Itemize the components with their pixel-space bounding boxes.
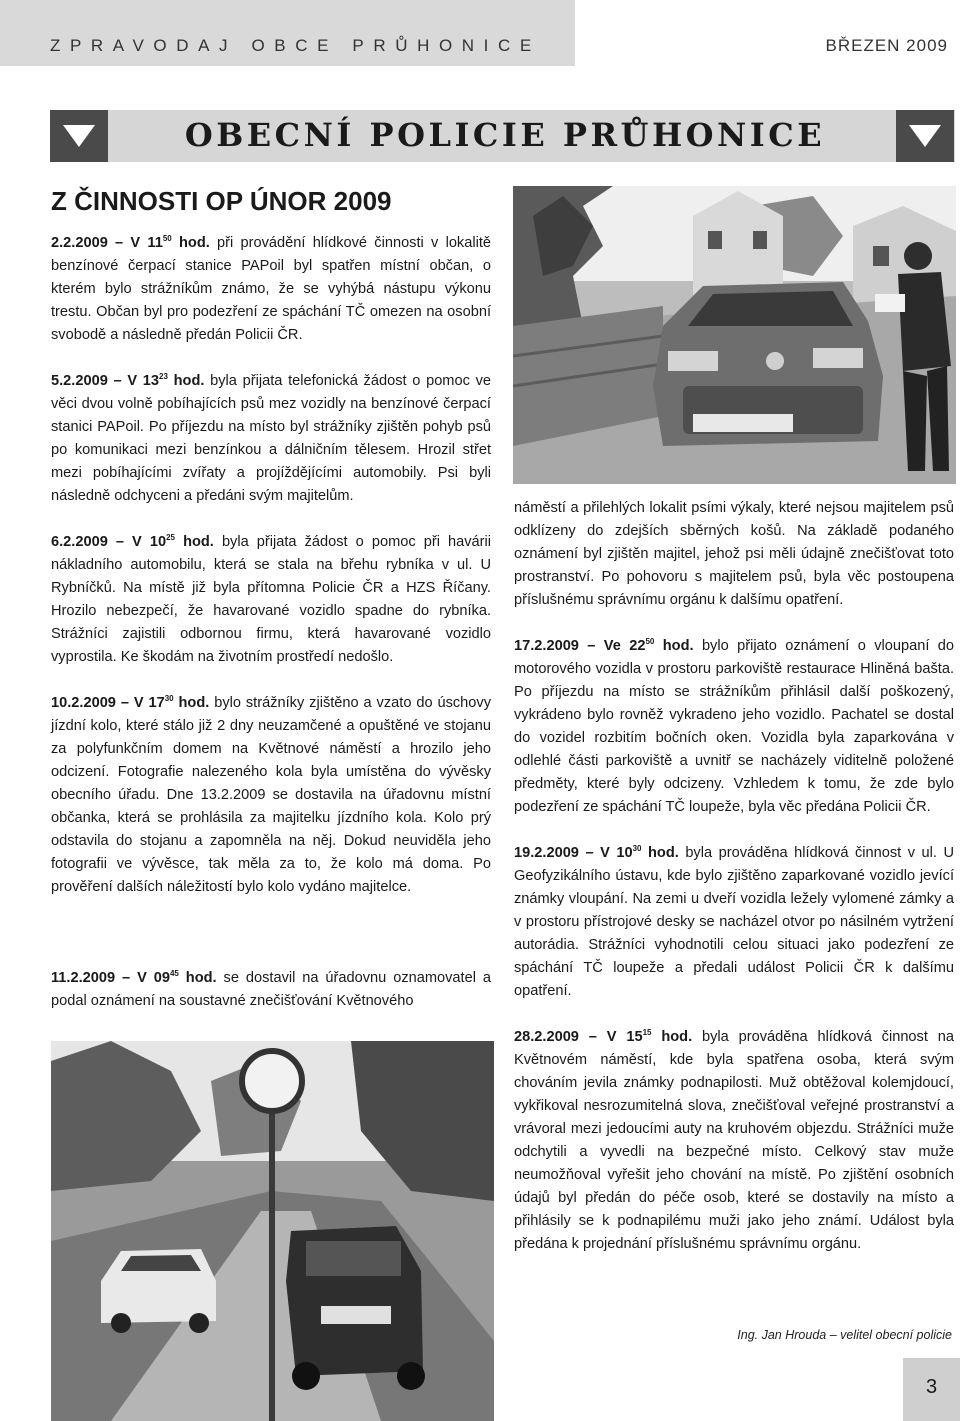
entry-date: 17.2.2009 – Ve $22^{50}$ hod. (514, 637, 694, 654)
publication-title: ZPRAVODAJ OBCE PRŮHONICE (50, 36, 541, 55)
report-entry (51, 370, 491, 508)
photo-cars-road (51, 1041, 494, 1421)
section-title: OBECNÍ POLICIE PRŮHONICE (184, 116, 826, 154)
entry-date: 5.2.2009 – V $13^{23}$ hod. (51, 372, 205, 389)
issue-date: BŘEZEN 2009 (825, 36, 948, 55)
report-entry-continued (514, 497, 954, 612)
entry-date: 19.2.2009 – V $10^{30}$ hod. (514, 844, 679, 861)
article-column-left-bottom (51, 967, 491, 1013)
page-number: 3 (925, 1376, 938, 1398)
article-column-left (51, 232, 491, 922)
entry-date: 10.2.2009 – V $17^{30}$ hod. (51, 694, 210, 711)
report-entry (51, 692, 491, 899)
article-author: Ing. Jan Hrouda – velitel obecní policie (737, 1328, 952, 1342)
entry-text: byla přijata žádost o pomoc při havárii nákladního automobilu, která se stala na břehu rybníka v ul. U Rybníčků. Na místě již byla přítomna Policie ČR a HZS Říčany. Hrozilo nebezpečí, že havarované vozidlo spadne do rybníka. Strážníci zajistili odbornou firmu, která havarované vozidlo vyprostila. Ke škodám na životním prostředí nedošlo. (51, 534, 491, 665)
right-triangle-icon (896, 110, 954, 162)
entry-date: 6.2.2009 – V $10^{25}$ hod. (51, 533, 214, 550)
photo-officer-car (513, 186, 956, 484)
entry-text: bylo strážníky zjištěno a vzato do úschovy jízdní kolo, které stálo již 2 dny neuzamčené a opuštěné ve stojanu za polyfunkčním domem na Květnové náměstí a hrozilo jeho odcizení. Fotografie nalezeného kola byla umístěna do vývěsky obecního úřadu. Dne 13.2.2009 se dostavila na úřadovnu místní občanka, která se prohlásila za majitelku jízdního kola. Kolo prý odstavila do stojanu a zapomněla na něj. Dokud neuviděla jeho fotografii ve vývěsce, tak měla za to, že kolo má doma. Po prověření dalších náležitostí bylo kolo vydáno majitelce. (51, 695, 492, 895)
report-entry (514, 842, 954, 1003)
article-column-right (514, 497, 954, 1279)
entry-date: 2.2.2009 – V $11^{50}$ hod. (51, 234, 210, 251)
entry-date: 28.2.2009 – V $15^{15}$ hod. (514, 1028, 693, 1045)
entry-text: se dostavil na úřadovnu oznamovatel a podal oznámení na soustavné znečišťování Květnového (51, 970, 491, 1009)
article-title: Z ČINNOSTI OP ÚNOR 2009 (51, 186, 392, 216)
entry-date: 11.2.2009 – V $09^{45}$ hod. (51, 969, 217, 986)
report-entry (514, 635, 954, 819)
entry-text: byla prováděna hlídková činnost na Květnovém náměstí, kde byla spatřena osoba, která svým chováním jevila známky podnapilosti. Muž obtěžoval kolemjdoucí, vykřikoval nesrozumitelná slova, znečišťoval veřejné prostranství a vrávoral mezi jedoucími auty na kruhovém objezdu. Strážníci muže odchytili a vyvedli na bezpečné místo. Celkový stav muže neumožňoval vyřešit jeho chování na místě. Po zjištění osobních údajů byl předán do péče osob, které se dostavily na místo a přihlásily se k podnapilému muži jako jeho známí. Událost byla předána k projednání příslušnému správnímu orgánu. (514, 1029, 954, 1252)
entry-text: při provádění hlídkové činnosti v lokalitě benzínové čerpací stanice PAPoil byl spatřen místní občan, o kterém bylo strážníkům známo, že se vyhýbá nástupu výkonu trestu. Občan byl pro podezření ze spáchání TČ omezen na osobní svobodě a následně předán Policii ČR. (51, 235, 492, 343)
left-triangle-icon (50, 110, 108, 162)
report-entry (514, 1026, 954, 1256)
page-number-box (903, 1358, 960, 1421)
report-entry-start (51, 967, 491, 1013)
report-entry (51, 232, 491, 347)
report-entry (51, 531, 491, 669)
entry-text: byla přijata telefonická žádost o pomoc ve věci dvou volně pobíhajících psů mez vozidly na benzínové čerpací stanici PAPoil. Po příjezdu na místo byl strážníky zjištěn pohyb psů po komunikaci mezi benzínkou a dálničním tělesem. Hrozil střet mezi pobíhajícími zvířaty a projíždějícími automobily. Psi byli následně odchyceni a předáni svým majitelům. (51, 373, 491, 504)
entry-text: náměstí a přilehlých lokalit psími výkaly, které nejsou majitelem psů odklízeny do zdejších sběrných košů. Na základě podaného oznámení byl zjištěn majitel, jehož psi měli údajně znečišťovat toto prostranství. Po pohovoru s majitelem psů, byla věc postoupena příslušnému správnímu orgánu k dalšímu opatření. (514, 500, 954, 608)
entry-text: bylo přijato oznámení o vloupaní do motorového vozidla v prostoru parkoviště restaurace Hliněná bašta. Po příjezdu na místo se strážníkům přihlásil další poškozený, vykrádeno bylo rovněž vykradeno jeho vozidlo. Pachatel se dostal do vozidel rozbitím bočních oken. Vozidla byla zaparkována v odlehlé části parkoviště a uvnitř se nacházely viditelně položené předměty, které byly odcizeny. Vzhledem k tomu, že zde bylo podezření ze spáchání TČ loupeže, byla věc předána Policii ČR. (514, 638, 954, 815)
header-bar (0, 0, 575, 66)
entry-text: byla prováděna hlídková činnost v ul. U Geofyzikálního ústavu, kde bylo zjištěno zaparkované vozidlo jevící známky vloupání. Na zemi u dveří vozidla ležely vylomené zámky a v prostoru přístrojové desky se nacházel otvor po násilném vytržení autorádia. Strážníci vyhodnotili celou situaci jako podezření ze spáchání TČ loupeže a předali událost Policii ČR k dalšímu opatření. (514, 845, 954, 999)
